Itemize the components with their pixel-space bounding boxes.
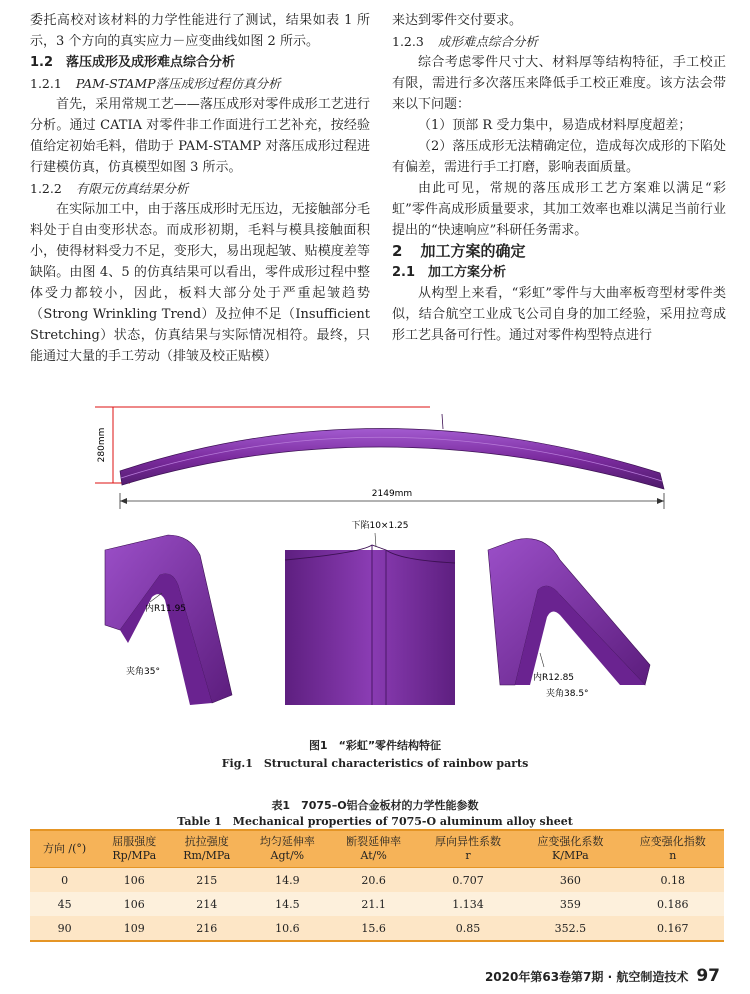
section-heading: 2.1 加工方案分析 xyxy=(392,265,507,280)
radius-label: 内R12.85 xyxy=(533,673,575,683)
subsection-title: 有限元仿真结果分析 xyxy=(75,181,189,196)
table-cell: 215 xyxy=(196,873,218,887)
table-cell: 106 xyxy=(123,873,145,887)
subsection-heading xyxy=(30,178,370,199)
column-header: 应变强化系数 K/MPa xyxy=(519,830,621,868)
right-column xyxy=(392,10,726,346)
angle-label: 夹角35° xyxy=(126,667,160,677)
table-cell: 0 xyxy=(61,873,69,887)
table-cell: 0.167 xyxy=(622,916,724,941)
table-title-cn: 表1 7075–O铝合金板材的力学性能参数 xyxy=(271,799,479,812)
dimension-length-label: 2149mm xyxy=(371,489,413,499)
right-section-view xyxy=(488,539,650,699)
table-cell: 214 xyxy=(196,897,218,911)
table-cell: 90 xyxy=(30,916,99,941)
arc-part-view xyxy=(95,407,664,509)
left-column xyxy=(30,10,370,367)
leader-line xyxy=(375,533,376,547)
table-cell: 21.1 xyxy=(361,897,386,911)
subsection-number: 1.2.2 xyxy=(30,181,62,196)
middle-section-part xyxy=(285,550,455,705)
subsection-title: 成形难点综合分析 xyxy=(437,34,538,49)
table-row xyxy=(30,892,724,916)
table-row xyxy=(30,868,724,893)
table-cell: 352.5 xyxy=(519,916,621,941)
column-header: 应变强化指数 n xyxy=(622,830,724,868)
subsection-heading xyxy=(392,31,726,52)
list-item: （2）落压成形无法精确定位，造成每次成形的下陷处有偏差，需进行手工打磨，影响表面质量。 xyxy=(392,139,726,175)
table-cell: 0.18 xyxy=(660,873,686,887)
journal-name: 2020年第63卷第7期 · 航空制造技术 xyxy=(484,970,689,984)
table-cell: 14.9 xyxy=(275,873,300,887)
table-cell: 0.186 xyxy=(657,897,689,911)
chapter-title: 加工方案的确定 xyxy=(420,242,526,260)
figure-rainbow-part xyxy=(0,385,750,730)
paragraph: 在实际加工中，由于落压成形时无压边，无接触部分毛料处于自由变形状态。而成形初期，毛料与模具接触面积小，使得材料受力不足，变形大，易出现起皱、贴模度差等缺陷。由图 4、5 的仿真结果可以看出，零件成形过程中整体受力都较小，因此，板料大部分处于严重起皱趋势（Strong Wrinkling Trend）及拉伸不足（Insufficient Stretching）状态，仿真结果与实际情况相符。最终，只能通过大量的手工劳动（排皱及校正贴模） xyxy=(30,202,370,364)
paragraph: 综合考虑零件尺寸大、材料厚等结构特征，手工校正有限，需进行多次落压来降低手工校正难度。该方法会带来以下问题： xyxy=(392,55,726,112)
arrow-head xyxy=(120,498,127,504)
paragraph: 来达到零件交付要求。 xyxy=(392,13,523,28)
figure-caption-cn: 图1 “彩虹”零件结构特征 xyxy=(308,739,442,752)
chapter-heading xyxy=(392,241,726,262)
radius-label: 内R11.95 xyxy=(145,604,187,614)
table-cell: 359 xyxy=(559,897,581,911)
column-header: 厚向异性系数 r xyxy=(417,830,519,868)
table-title-en: Table 1 Mechanical properties of 7075-O aluminum alloy sheet xyxy=(177,815,573,828)
middle-joggle-view xyxy=(285,520,455,705)
left-section-part xyxy=(105,535,232,703)
page-number: 97 xyxy=(696,966,720,986)
table-cell: 0.85 xyxy=(417,916,519,941)
section-heading: 1.2 落压成形及成形难点综合分析 xyxy=(30,55,236,70)
left-section-view xyxy=(105,535,232,705)
column-header: 抗拉强度 Rm/MPa xyxy=(169,830,244,868)
page-footer xyxy=(485,966,720,986)
table-cell: 106 xyxy=(123,897,145,911)
table-header-row xyxy=(30,830,724,868)
subsection-number: 1.2.1 xyxy=(30,76,62,91)
properties-table xyxy=(30,829,724,942)
column-header: 屈服强度 Rp/MPa xyxy=(99,830,169,868)
table-cell: 1.134 xyxy=(452,897,484,911)
figure-caption-en: Fig.1 Structural characteristics of rainbow parts xyxy=(221,757,529,770)
table-cell: 0.707 xyxy=(452,873,484,887)
table-cell: 14.5 xyxy=(275,897,300,911)
joggle-line xyxy=(442,414,443,429)
subsection-title: PAM-STAMP落压成形过程仿真分析 xyxy=(75,76,281,91)
angle-label: 夹角38.5° xyxy=(546,689,589,699)
table-row xyxy=(30,916,724,941)
table-cell: 109 xyxy=(99,916,169,941)
list-item: （1）顶部 R 受力集中，易造成材料厚度超差； xyxy=(418,118,692,133)
paragraph: 从构型上来看，“彩虹”零件与大曲率板弯型材零件类似，结合航空工业成飞公司自身的加工经验，采用拉弯成形工艺具备可行性。通过对零件构型特点进行 xyxy=(392,286,726,343)
column-header: 均匀延伸率 Agt/% xyxy=(244,830,330,868)
table-cell: 15.6 xyxy=(330,916,416,941)
leader-line xyxy=(540,653,544,667)
paragraph: 首先，采用常规工艺——落压成形对零件成形工艺进行分析。通过 CATIA 对零件非工作面进行工艺补充，按经验值给定初始毛料，借助于 PAM-STAMP 对落压成形过程进行建模仿真，仿真模型如图 3 所示。 xyxy=(30,97,370,175)
column-header: 方向 /(°) xyxy=(30,830,99,868)
table-cell: 216 xyxy=(169,916,244,941)
table-cell: 10.6 xyxy=(244,916,330,941)
dimension-height-label: 280mm xyxy=(97,427,107,463)
subsection-heading xyxy=(30,73,370,94)
table-cell: 360 xyxy=(559,873,581,887)
table-cell: 45 xyxy=(57,897,72,911)
paragraph: 委托高校对该材料的力学性能进行了测试，结果如表 1 所示，3 个方向的真实应力－应变曲线如图 2 所示。 xyxy=(30,13,370,49)
table-cell: 20.6 xyxy=(361,873,386,887)
column-header: 断裂延伸率 At/% xyxy=(330,830,416,868)
arrow-head xyxy=(657,498,664,504)
subsection-number: 1.2.3 xyxy=(392,34,424,49)
paragraph: 由此可见，常规的落压成形工艺方案难以满足“彩虹”零件高成形质量要求，其加工效率也难以满足当前行业提出的“快速响应”科研任务需求。 xyxy=(392,181,726,238)
joggle-label: 下陷10×1.25 xyxy=(351,521,409,531)
chapter-number: 2 xyxy=(392,242,403,260)
